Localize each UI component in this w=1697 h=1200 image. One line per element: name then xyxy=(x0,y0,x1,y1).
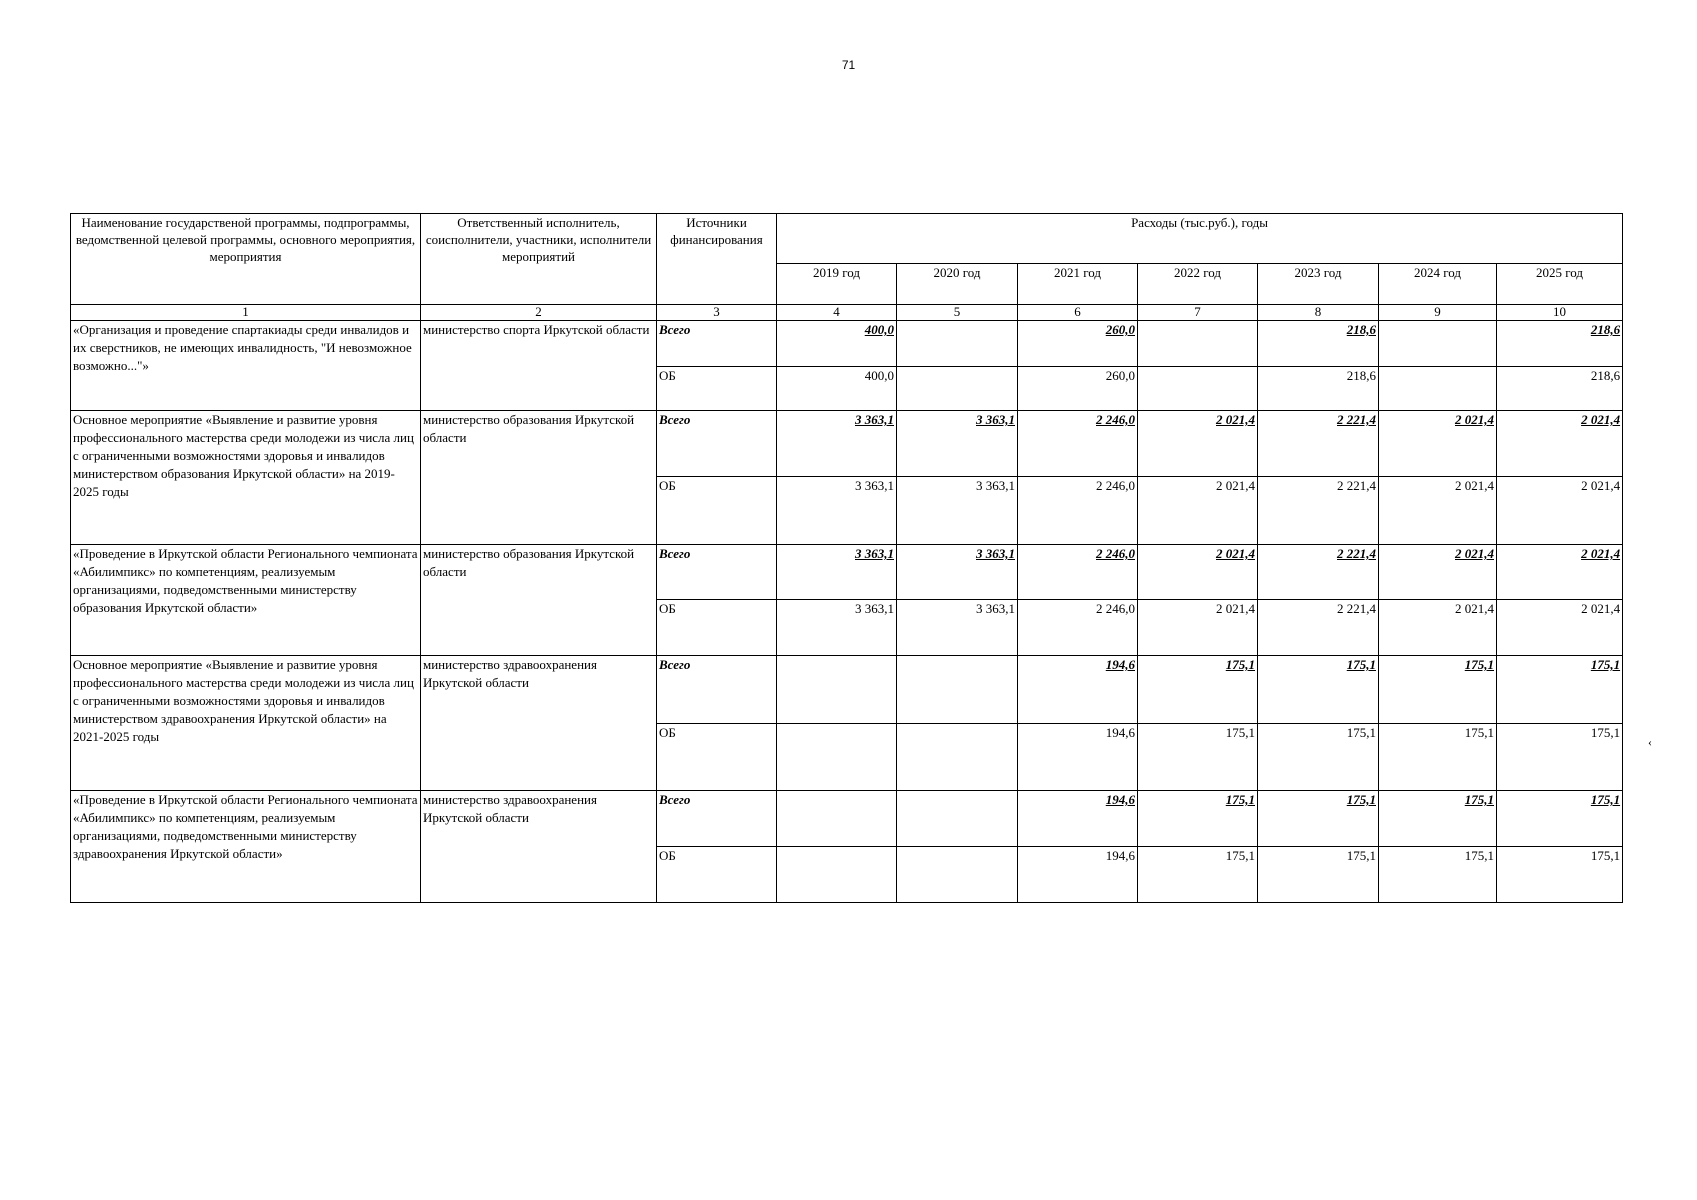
column-number: 8 xyxy=(1258,305,1379,321)
total-value: 2 021,4 xyxy=(1138,411,1258,477)
ob-value: 2 246,0 xyxy=(1018,600,1138,656)
total-value: 194,6 xyxy=(1018,791,1138,847)
ob-value: 2 221,4 xyxy=(1258,477,1379,545)
ob-value: 175,1 xyxy=(1379,724,1497,791)
ob-value: 2 021,4 xyxy=(1497,477,1623,545)
stray-mark: ‹ xyxy=(1648,735,1652,749)
total-value xyxy=(897,791,1018,847)
ob-value xyxy=(777,847,897,903)
source-total-label: Всего xyxy=(657,411,777,477)
column-number: 3 xyxy=(657,305,777,321)
total-value xyxy=(1379,321,1497,367)
total-value: 2 221,4 xyxy=(1258,545,1379,600)
total-value xyxy=(1138,321,1258,367)
ob-value: 194,6 xyxy=(1018,724,1138,791)
executor: министерство образования Иркутской области xyxy=(421,411,657,545)
table-row xyxy=(71,545,1623,600)
column-number: 2 xyxy=(421,305,657,321)
table-row xyxy=(71,791,1623,847)
total-value: 175,1 xyxy=(1497,656,1623,724)
total-value: 3 363,1 xyxy=(897,545,1018,600)
total-value: 2 021,4 xyxy=(1497,545,1623,600)
source-ob-label: ОБ xyxy=(657,477,777,545)
total-value: 175,1 xyxy=(1258,791,1379,847)
header-year: 2024 год xyxy=(1379,264,1497,305)
ob-value xyxy=(1138,367,1258,411)
table-row xyxy=(71,411,1623,477)
total-value: 175,1 xyxy=(1138,791,1258,847)
column-number: 10 xyxy=(1497,305,1623,321)
column-number: 7 xyxy=(1138,305,1258,321)
source-total-label: Всего xyxy=(657,656,777,724)
ob-value: 3 363,1 xyxy=(897,600,1018,656)
source-total-label: Всего xyxy=(657,545,777,600)
ob-value: 175,1 xyxy=(1138,724,1258,791)
header-source: Источники финансирования xyxy=(657,214,777,305)
ob-value: 3 363,1 xyxy=(897,477,1018,545)
source-ob-label: ОБ xyxy=(657,367,777,411)
total-value: 2 246,0 xyxy=(1018,545,1138,600)
header-year: 2020 год xyxy=(897,264,1018,305)
total-value: 175,1 xyxy=(1379,656,1497,724)
ob-value xyxy=(897,724,1018,791)
ob-value: 2 246,0 xyxy=(1018,477,1138,545)
total-value xyxy=(897,321,1018,367)
executor: министерство спорта Иркутской области xyxy=(421,321,657,411)
executor: министерство здравоохранения Иркутской области xyxy=(421,656,657,791)
header-year: 2022 год xyxy=(1138,264,1258,305)
header-year: 2019 год xyxy=(777,264,897,305)
source-ob-label: ОБ xyxy=(657,600,777,656)
total-value: 2 221,4 xyxy=(1258,411,1379,477)
total-value: 175,1 xyxy=(1258,656,1379,724)
executor: министерство здравоохранения Иркутской области xyxy=(421,791,657,903)
ob-value: 400,0 xyxy=(777,367,897,411)
ob-value: 175,1 xyxy=(1379,847,1497,903)
ob-value: 218,6 xyxy=(1497,367,1623,411)
total-value: 2 021,4 xyxy=(1497,411,1623,477)
budget-table xyxy=(70,213,1623,903)
ob-value: 175,1 xyxy=(1138,847,1258,903)
column-number: 9 xyxy=(1379,305,1497,321)
ob-value: 2 021,4 xyxy=(1379,600,1497,656)
table-row xyxy=(71,656,1623,724)
column-number: 5 xyxy=(897,305,1018,321)
ob-value: 2 021,4 xyxy=(1138,477,1258,545)
ob-value: 260,0 xyxy=(1018,367,1138,411)
total-value: 2 021,4 xyxy=(1138,545,1258,600)
ob-value xyxy=(777,724,897,791)
total-value: 2 021,4 xyxy=(1379,545,1497,600)
total-value: 194,6 xyxy=(1018,656,1138,724)
total-value: 175,1 xyxy=(1138,656,1258,724)
ob-value: 218,6 xyxy=(1258,367,1379,411)
source-ob-label: ОБ xyxy=(657,724,777,791)
ob-value: 3 363,1 xyxy=(777,477,897,545)
ob-value: 2 021,4 xyxy=(1379,477,1497,545)
total-value xyxy=(777,791,897,847)
source-ob-label: ОБ xyxy=(657,847,777,903)
column-number: 4 xyxy=(777,305,897,321)
total-value: 260,0 xyxy=(1018,321,1138,367)
ob-value xyxy=(897,367,1018,411)
activity-name: Основное мероприятие «Выявление и развитие уровня профессионального мастерства среди молодежи из числа лиц с ограниченными возможностями здоровья и инвалидов министерством образования Иркутской области» на 2019-2025 годы xyxy=(71,411,421,545)
ob-value: 175,1 xyxy=(1497,847,1623,903)
activity-name: «Проведение в Иркутской области Регионального чемпионата «Абилимпикс» по компетенциям, реализуемым организациями, подведомственными министерству образования Иркутской области» xyxy=(71,545,421,656)
total-value xyxy=(897,656,1018,724)
ob-value: 2 021,4 xyxy=(1497,600,1623,656)
total-value: 3 363,1 xyxy=(897,411,1018,477)
ob-value: 3 363,1 xyxy=(777,600,897,656)
ob-value xyxy=(897,847,1018,903)
ob-value: 175,1 xyxy=(1258,724,1379,791)
total-value xyxy=(777,656,897,724)
total-value: 175,1 xyxy=(1379,791,1497,847)
activity-name: «Организация и проведение спартакиады среди инвалидов и их сверстников, не имеющих инвалидность, "И невозможное возможно..."» xyxy=(71,321,421,411)
total-value: 218,6 xyxy=(1258,321,1379,367)
source-total-label: Всего xyxy=(657,321,777,367)
total-value: 2 246,0 xyxy=(1018,411,1138,477)
ob-value: 2 221,4 xyxy=(1258,600,1379,656)
total-value: 3 363,1 xyxy=(777,545,897,600)
source-total-label: Всего xyxy=(657,791,777,847)
ob-value: 175,1 xyxy=(1258,847,1379,903)
ob-value: 2 021,4 xyxy=(1138,600,1258,656)
ob-value xyxy=(1379,367,1497,411)
column-number: 6 xyxy=(1018,305,1138,321)
header-year: 2025 год xyxy=(1497,264,1623,305)
header-year: 2023 год xyxy=(1258,264,1379,305)
total-value: 3 363,1 xyxy=(777,411,897,477)
executor: министерство образования Иркутской области xyxy=(421,545,657,656)
total-value: 400,0 xyxy=(777,321,897,367)
header-costs: Расходы (тыс.руб.), годы xyxy=(777,214,1623,264)
header-name: Наименование государственой программы, подпрограммы, ведомственной целевой программы, основного мероприятия, мероприятия xyxy=(71,214,421,305)
activity-name: Основное мероприятие «Выявление и развитие уровня профессионального мастерства среди молодежи из числа лиц с ограниченными возможностями здоровья и инвалидов министерством здравоохранения Иркутской области» на 2021-2025 годы xyxy=(71,656,421,791)
ob-value: 175,1 xyxy=(1497,724,1623,791)
total-value: 175,1 xyxy=(1497,791,1623,847)
header-year: 2021 год xyxy=(1018,264,1138,305)
total-value: 218,6 xyxy=(1497,321,1623,367)
header-executor: Ответственный исполнитель, соисполнители, участники, исполнители мероприятий xyxy=(421,214,657,305)
column-number: 1 xyxy=(71,305,421,321)
table-row xyxy=(71,321,1623,367)
activity-name: «Проведение в Иркутской области Регионального чемпионата «Абилимпикс» по компетенциям, реализуемым организациями, подведомственными министерству здравоохранения Иркутской области» xyxy=(71,791,421,903)
total-value: 2 021,4 xyxy=(1379,411,1497,477)
ob-value: 194,6 xyxy=(1018,847,1138,903)
page-number: 71 xyxy=(841,58,856,72)
